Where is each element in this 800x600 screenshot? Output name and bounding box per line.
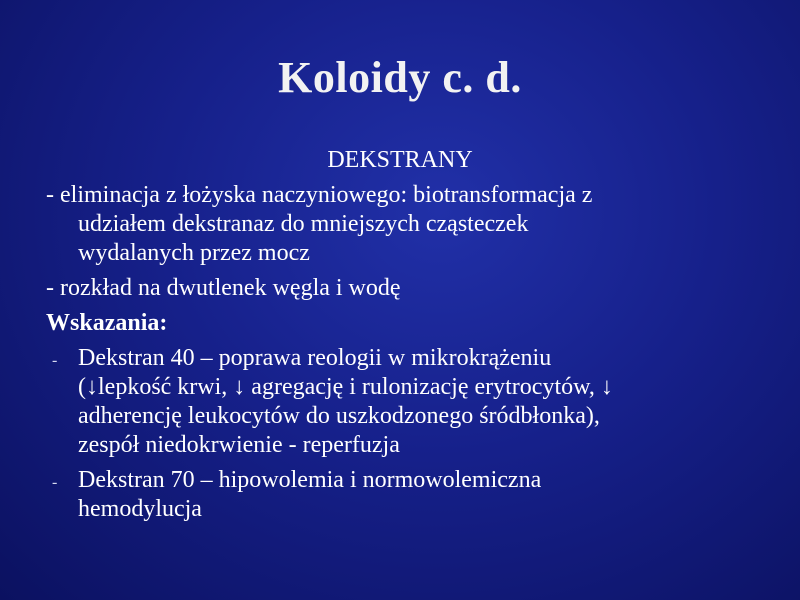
bullet-line: hemodylucja xyxy=(78,496,202,522)
elimination-line-2: udziałem dekstranaz do mniejszych cząsteczek xyxy=(78,211,529,237)
indications-heading: Wskazania: xyxy=(46,310,168,336)
section-subheading: DEKSTRANY xyxy=(327,147,473,173)
elimination-line-3: wydalanych przez mocz xyxy=(78,240,310,266)
bullet-line: Dekstran 40 – poprawa reologii w mikrokrążeniu xyxy=(78,345,552,371)
bullet-line: zespół niedokrwienie - reperfuzja xyxy=(78,432,400,458)
slide-title: Koloidy c. d. xyxy=(278,53,522,102)
bullet-line: (↓lepkość krwi, ↓ agregację i rulonizację erytrocytów, ↓ xyxy=(78,374,613,400)
slide-body xyxy=(46,146,766,530)
decomposition-paragraph: - rozkład na dwutlenek węgla i wodę xyxy=(46,275,401,301)
list-item xyxy=(46,466,766,524)
elimination-paragraph xyxy=(46,181,766,268)
bullet-line: Dekstran 70 – hipowolemia i normowolemiczna xyxy=(78,467,542,493)
bullet-marker: - xyxy=(52,474,58,491)
bullet-line: adherencję leukocytów do uszkodzonego śródbłonka), xyxy=(78,403,600,429)
bullet-marker: - xyxy=(52,352,58,369)
elimination-line-1: - eliminacja z łożyska naczyniowego: biotransformacja z xyxy=(46,182,593,208)
list-item xyxy=(46,344,766,460)
